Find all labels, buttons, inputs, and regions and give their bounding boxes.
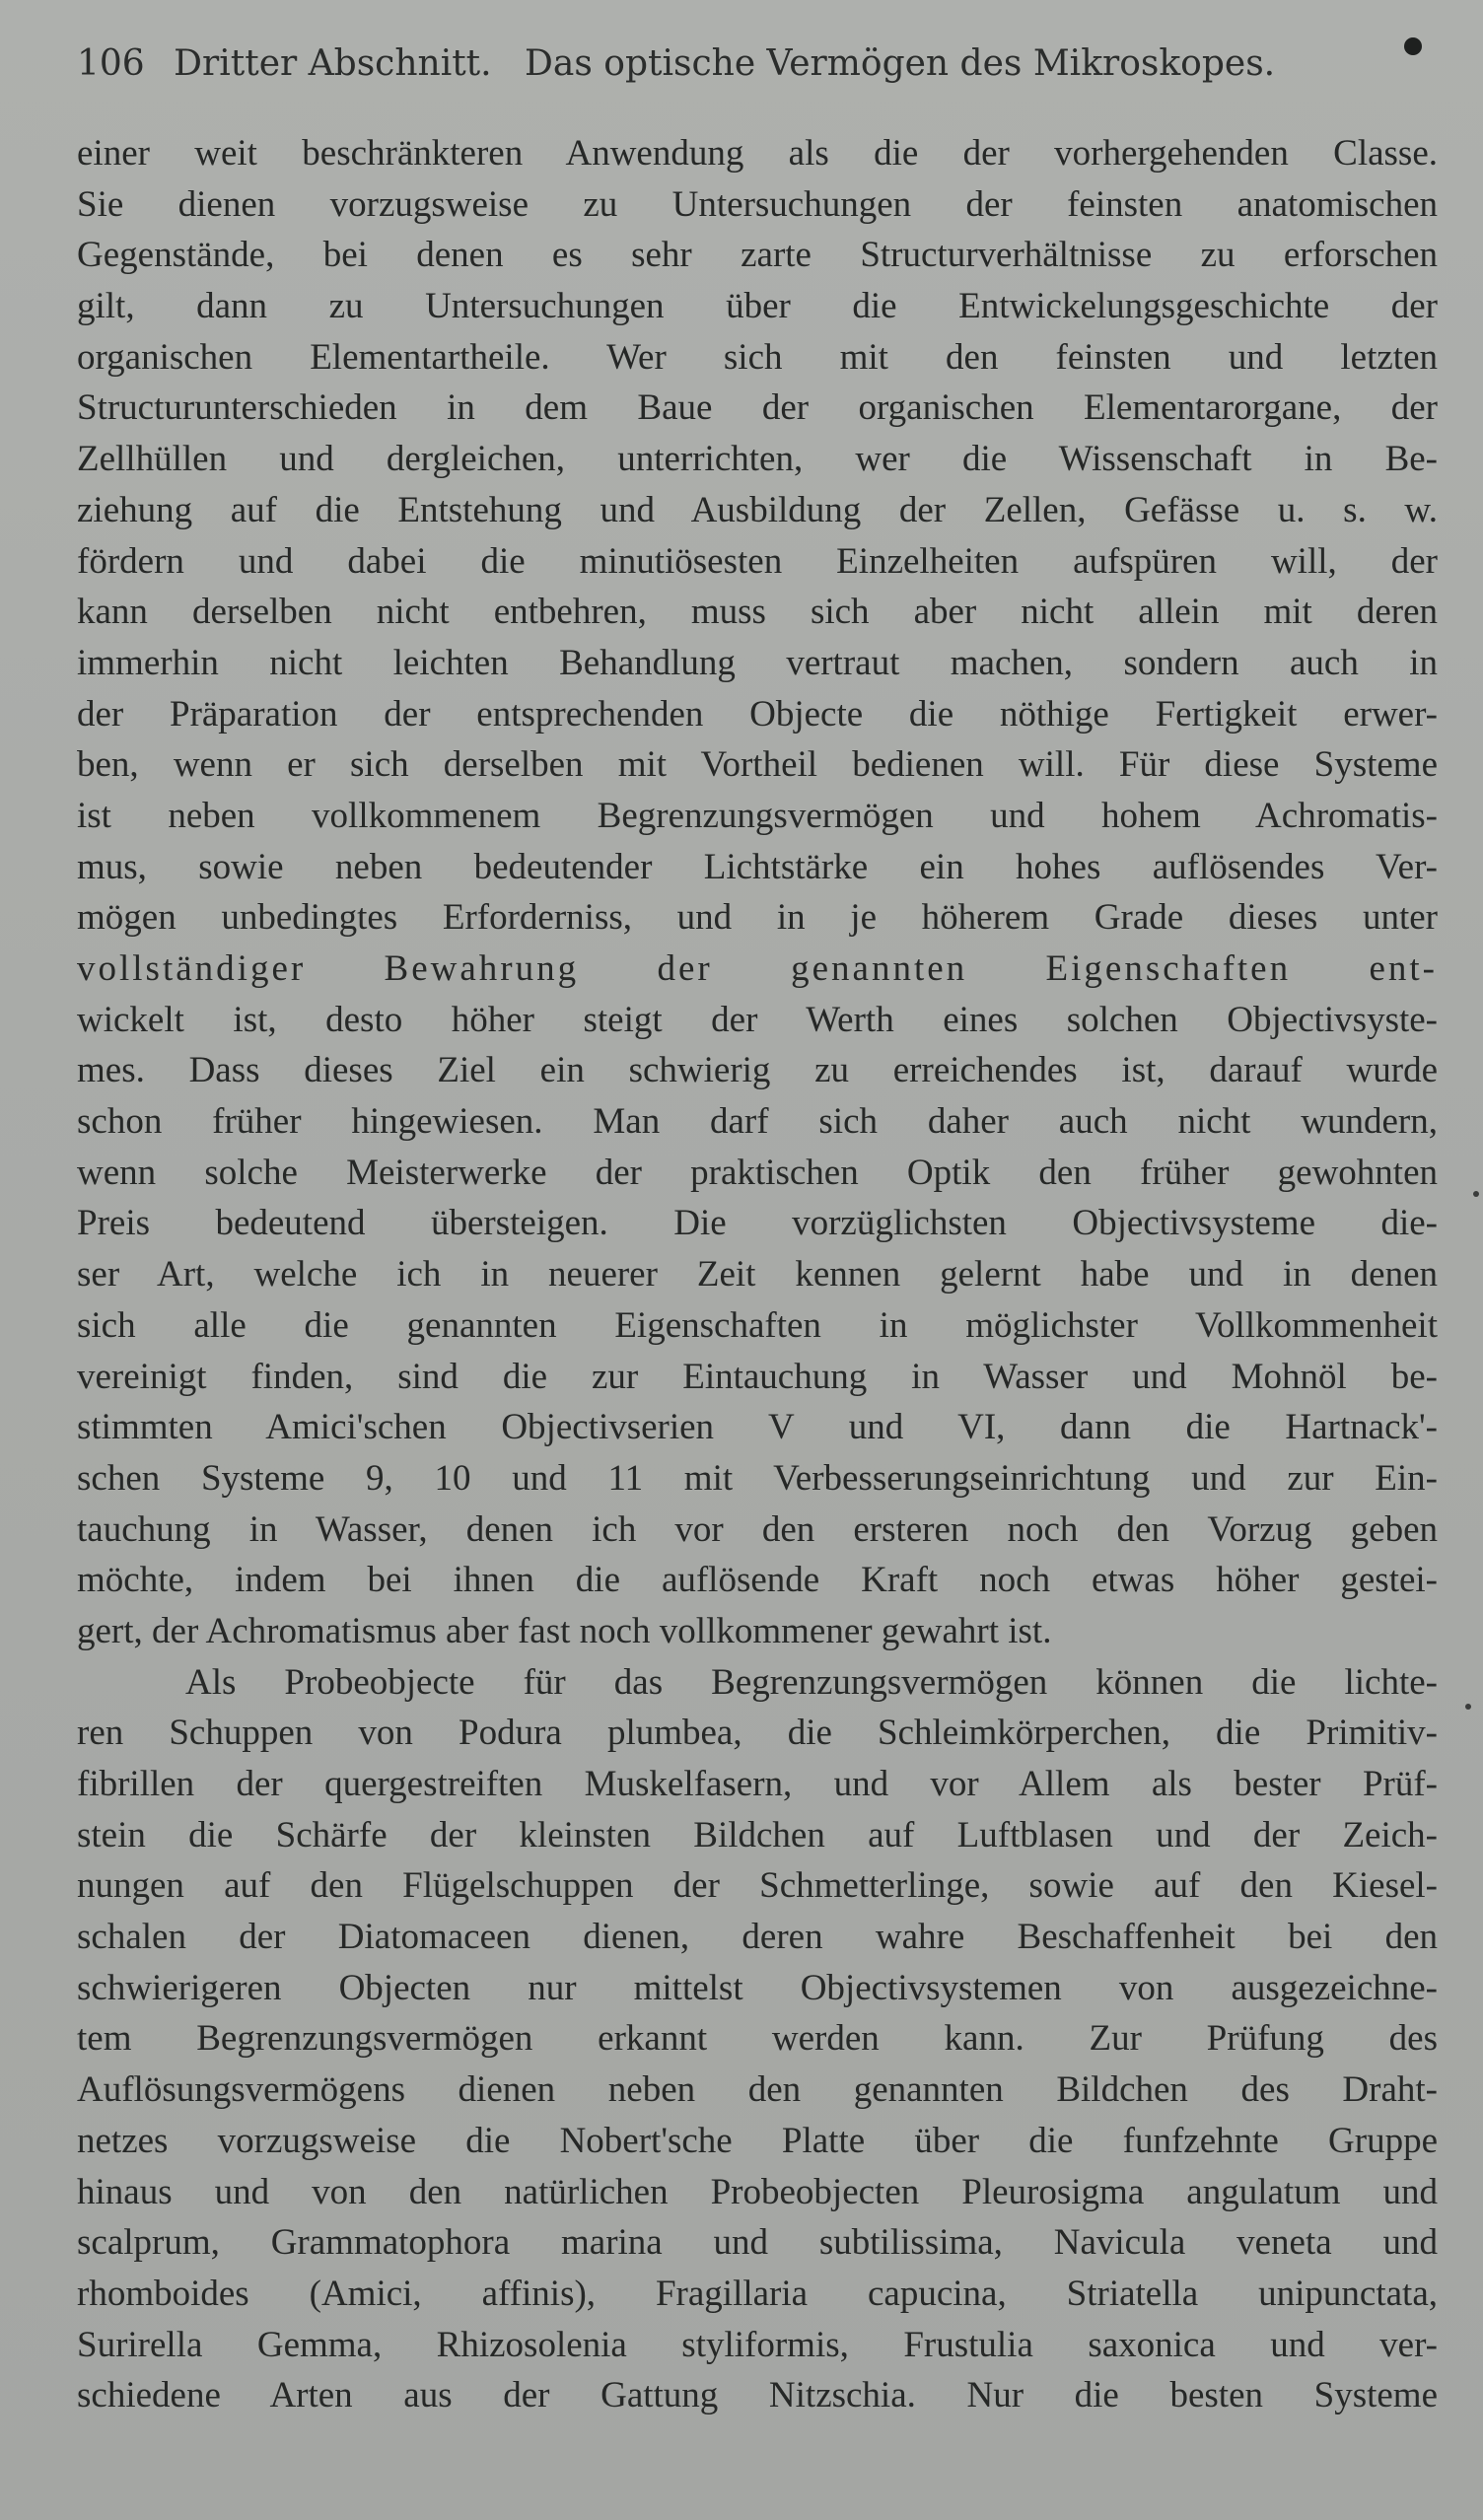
text-line: scalprum, Grammatophora marina und subtilissima, Navicula veneta und (77, 2222, 1438, 2264)
text-line: rhomboides (Amici, affinis), Fragillaria capucina, Striatella unipunctata, (77, 2273, 1438, 2314)
text-line: Preis bedeutend übersteigen. Die vorzüglichsten Objectivsysteme die- (77, 1203, 1438, 1244)
margin-speck (1473, 1191, 1479, 1197)
text-line: ren Schuppen von Podura plumbea, die Schleimkörperchen, die Primitiv- (77, 1713, 1438, 1754)
text-line: immerhin nicht leichten Behandlung vertraut machen, sondern auch in (77, 642, 1438, 683)
text-line: wenn solche Meisterwerke der praktischen Optik den früher gewohnten (77, 1152, 1438, 1193)
text-line: schwierigeren Objecten nur mittelst Objectivsystemen von ausgezeichne- (77, 1967, 1438, 2008)
text-line: nungen auf den Flügelschuppen der Schmetterlinge, sowie auf den Kiesel- (77, 1865, 1438, 1907)
text-line: vollständiger Bewahrung der genannten Eigenschaften ent- (77, 948, 1438, 989)
text-line: Surirella Gemma, Rhizosolenia styliformis, Frustulia saxonica und ver- (77, 2324, 1438, 2365)
text-line: gert, der Achromatismus aber fast noch vollkommener gewahrt ist. (77, 1610, 1052, 1651)
text-line: organischen Elementartheile. Wer sich mit den feinsten und letzten (77, 336, 1438, 378)
text-line: möchte, indem bei ihnen die auflösende Kraft noch etwas höher gestei- (77, 1560, 1438, 1601)
text-line: tem Begrenzungsvermögen erkannt werden kann. Zur Prüfung des (77, 2018, 1438, 2060)
text-line: netzes vorzugsweise die Nobert'sche Platte über die funfzehnte Gruppe (77, 2120, 1438, 2161)
text-line: schon früher hingewiesen. Man darf sich daher auch nicht wundern, (77, 1101, 1438, 1143)
text-line: fördern und dabei die minutiösesten Einzelheiten aufspüren will, der (77, 540, 1438, 582)
text-line: ser Art, welche ich in neuerer Zeit kennen gelernt habe und in denen (77, 1254, 1438, 1295)
text-line: mus, sowie neben bedeutender Lichtstärke ein hohes auflösendes Ver- (77, 846, 1438, 887)
paragraph-2 (77, 1657, 1438, 2421)
text-line: ziehung auf die Entstehung und Ausbildung der Zellen, Gefässe u. s. w. (77, 489, 1438, 530)
text-line: der Präparation der entsprechenden Objecte die nöthige Fertigkeit erwer- (77, 693, 1438, 735)
text-line: Sie dienen vorzugsweise zu Untersuchungen der feinsten anatomischen (77, 183, 1438, 225)
text-line: Zellhüllen und dergleichen, unterrichten, wer die Wissenschaft in Be- (77, 439, 1438, 480)
chapter-title: Das optische Vermögen des Mikroskopes. (525, 43, 1276, 84)
text-line: Als Probeobjecte für das Begrenzungsvermögen können die lichte- (185, 1661, 1438, 1703)
text-line: gilt, dann zu Untersuchungen über die Entwickelungsgeschichte der (77, 286, 1438, 327)
text-line: sich alle die genannten Eigenschaften in möglichster Vollkommenheit (77, 1304, 1438, 1346)
text-line: fibrillen der quergestreiften Muskelfasern, und vor Allem als bester Prüf- (77, 1764, 1438, 1804)
page-number: 106 (77, 43, 145, 84)
body-text (77, 128, 1438, 2421)
text-line: wickelt ist, desto höher steigt der Werth eines solchen Objectivsyste- (77, 999, 1438, 1040)
margin-speck (1465, 1704, 1471, 1710)
text-line: ist neben vollkommenem Begrenzungsvermögen und hohem Achromatis- (77, 795, 1438, 836)
text-line: stein die Schärfe der kleinsten Bildchen auf Luftblasen und der Zeich- (77, 1814, 1438, 1855)
text-line: tauchung in Wasser, denen ich vor den ersteren noch den Vorzug geben (77, 1508, 1438, 1550)
text-line: mögen unbedingtes Erforderniss, und in je höherem Grade dieses unter (77, 897, 1438, 939)
text-line: vereinigt finden, sind die zur Eintauchung in Wasser und Mohnöl be- (77, 1356, 1438, 1397)
text-line: schen Systeme 9, 10 und 11 mit Verbesserungseinrichtung und zur Ein- (77, 1457, 1438, 1499)
text-line: schiedene Arten aus der Gattung Nitzschia. Nur die besten Systeme (77, 2375, 1438, 2416)
text-line: Gegenstände, bei denen es sehr zarte Structurverhältnisse zu erforschen (77, 235, 1438, 276)
text-line: kann derselben nicht entbehren, muss sich aber nicht allein mit deren (77, 592, 1438, 633)
text-line: Auflösungsvermögens dienen neben den genannten Bildchen des Draht- (77, 2069, 1438, 2111)
ink-blot (1404, 37, 1422, 55)
text-line: stimmten Amici'schen Objectivserien V und VI, dann die Hartnack'- (77, 1407, 1438, 1448)
text-line: einer weit beschränkteren Anwendung als die der vorhergehenden Classe. (77, 133, 1438, 174)
text-line: mes. Dass dieses Ziel ein schwierig zu erreichendes ist, darauf wurde (77, 1050, 1438, 1091)
section-label: Dritter Abschnitt. (174, 43, 492, 84)
paragraph-1 (77, 128, 1438, 1657)
text-line: schalen der Diatomaceen dienen, deren wahre Beschaffenheit bei den (77, 1917, 1438, 1958)
text-line: ben, wenn er sich derselben mit Vortheil bedienen will. Für diese Systeme (77, 744, 1438, 786)
running-header (77, 43, 1438, 103)
text-line: Structurunterschieden in dem Baue der organischen Elementarorgane, der (77, 387, 1438, 429)
text-line: hinaus und von den natürlichen Probeobjecten Pleurosigma angulatum und (77, 2171, 1438, 2212)
